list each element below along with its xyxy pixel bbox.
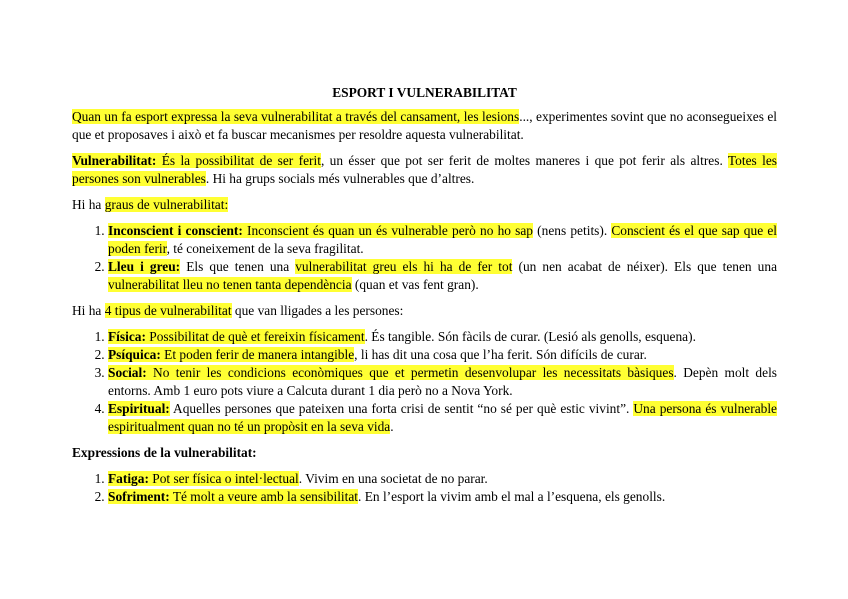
definition-term: Vulnerabilitat:: [72, 153, 157, 168]
highlighted-text: Pot ser física o intel·lectual: [148, 471, 299, 486]
body-text: . Hi ha grups socials més vulnerables que d’altres.: [205, 171, 475, 186]
highlight-wrap: [108, 365, 674, 380]
body-text: (un nen acabat de néixer). Els que tenen una: [512, 259, 778, 274]
expressions-list: [72, 470, 777, 506]
graus-list: [72, 222, 777, 294]
highlight-wrap: [108, 329, 365, 344]
page-title: ESPORT I VULNERABILITAT: [332, 85, 517, 100]
body-text: (quan et vas fent gran).: [351, 277, 479, 292]
body-text: (nens petits).: [533, 223, 612, 238]
body-text: que van lligades a les persones:: [231, 303, 404, 318]
item-term: Social:: [108, 365, 147, 380]
item-term: Fatiga:: [108, 471, 149, 486]
definition-term-wrap: [72, 153, 321, 168]
highlighted-text: Et poden ferir de manera intangible: [160, 347, 355, 362]
list-item: [108, 470, 777, 488]
intro-paragraph: [72, 108, 777, 144]
body-text: , un ésser que pot ser ferit de moltes maneres i que pot ferir als altres.: [320, 153, 728, 168]
highlighted-text: No tenir les condicions econòmiques que et permetin desenvolupar les necessitats bàsiques: [146, 365, 674, 380]
list-item: [108, 328, 777, 346]
body-text: . En l’esport la vivim amb el mal a l’esquena, els genolls.: [358, 489, 666, 504]
highlighted-text: Inconscient és quan un és vulnerable però no ho sap: [242, 223, 533, 238]
list-item: [108, 400, 777, 436]
body-text: . Depèn molt dels entorns. Amb 1 euro pots viure a Calcuta durant 1 dia però no a Nova York.: [108, 365, 778, 398]
list-item: [108, 488, 777, 506]
tipus-intro: [72, 302, 777, 320]
highlight-wrap: [108, 401, 170, 416]
item-term: Inconscient i conscient:: [108, 223, 243, 238]
body-text: Els que tenen una: [180, 259, 296, 274]
highlighted-text: És la possibilitat de ser ferit: [156, 153, 321, 168]
body-text: Hi ha: [72, 303, 105, 318]
document-page: [72, 84, 777, 514]
highlighted-text: Conscient és el que sap que el poden ferir: [108, 223, 777, 256]
body-text: , té coneixement de la seva fragilitat.: [166, 241, 364, 256]
body-text: Hi ha: [72, 197, 105, 212]
highlight-wrap: [108, 489, 358, 504]
body-text: . Vivim en una societat de no parar.: [298, 471, 488, 486]
body-text: ..., experimentes sovint que no aconsegueixes el que et proposaves i això et fa buscar mecanismes per resoldre aquesta vulnerabilitat.: [72, 109, 778, 142]
tipus-list: [72, 328, 777, 436]
body-text: .: [390, 419, 394, 434]
highlight-wrap: [108, 223, 533, 238]
highlighted-text: Té molt a veure amb la sensibilitat: [169, 489, 359, 504]
list-item: [108, 364, 777, 400]
highlighted-text: Una persona és vulnerable espiritualment quan no té un propòsit en la seva vida: [108, 401, 777, 434]
highlighted-text: Possibilitat de què et fereixin físicament: [145, 329, 365, 344]
list-item: [108, 258, 777, 294]
list-item: [108, 222, 777, 258]
highlight-wrap: [108, 471, 299, 486]
highlight-wrap: [108, 259, 180, 274]
highlight-wrap: [108, 347, 354, 362]
body-text: Aquelles persones que pateixen una forta crisi de sentit “no sé per què estic vivint”.: [169, 401, 634, 416]
item-term: Lleu i greu:: [108, 259, 181, 274]
highlighted-text: vulnerabilitat greu els hi ha de fer tot: [295, 259, 513, 274]
highlighted-text: Quan un fa esport expressa la seva vulnerabilitat a través del cansament, les lesions: [72, 109, 520, 124]
highlighted-text: Totes les persones son vulnerables: [72, 153, 777, 186]
definition-paragraph: [72, 152, 777, 188]
item-term: Psíquica:: [108, 347, 161, 362]
highlighted-text: 4 tipus de vulnerabilitat: [104, 303, 232, 318]
section-heading: Expressions de la vulnerabilitat:: [72, 445, 257, 460]
list-item: [108, 346, 777, 364]
highlighted-text: vulnerabilitat lleu no tenen tanta dependència: [108, 277, 352, 292]
body-text: , li has dit una cosa que l’ha ferit. Són difícils de curar.: [354, 347, 647, 362]
body-text: . És tangible. Són fàcils de curar. (Lesió als genolls, esquena).: [364, 329, 696, 344]
graus-intro: [72, 196, 777, 214]
item-term: Sofriment:: [108, 489, 170, 504]
highlighted-text: graus de vulnerabilitat:: [104, 197, 229, 212]
item-term: Física:: [108, 329, 146, 344]
item-term: Espiritual:: [108, 401, 170, 416]
